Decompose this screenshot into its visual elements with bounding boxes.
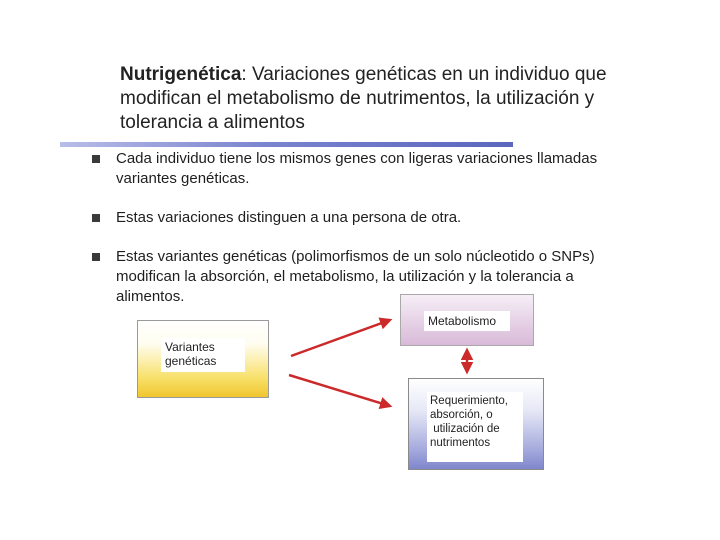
- bullet-text: Estas variaciones distinguen a una persona de otra.: [116, 209, 462, 226]
- title-term: Nutrigenética: [120, 64, 242, 85]
- bullet-text: Cada individuo tiene los mismos genes con ligeras variaciones llamadas variantes genéticas.: [116, 150, 598, 187]
- arrow-to-requerimiento: [289, 375, 390, 406]
- title-definition: : Variaciones genéticas en un individuo que modifican el metabolismo de nutrimentos, la utilización y tolerancia a alimentos: [120, 64, 607, 133]
- variantes-label: Variantes genéticas: [161, 338, 245, 372]
- bullet-text: Estas variantes genéticas (polimorfismos de un solo núcleotido o SNPs) modifican la absorción, el metabolismo, la utilización y la tolerancia a alimentos.: [116, 248, 595, 305]
- requerimiento-label: Requerimiento, absorción, o utilización de nutrimentos: [427, 392, 523, 462]
- metabolismo-label: Metabolismo: [424, 311, 510, 331]
- arrow-to-metabolismo: [291, 320, 390, 356]
